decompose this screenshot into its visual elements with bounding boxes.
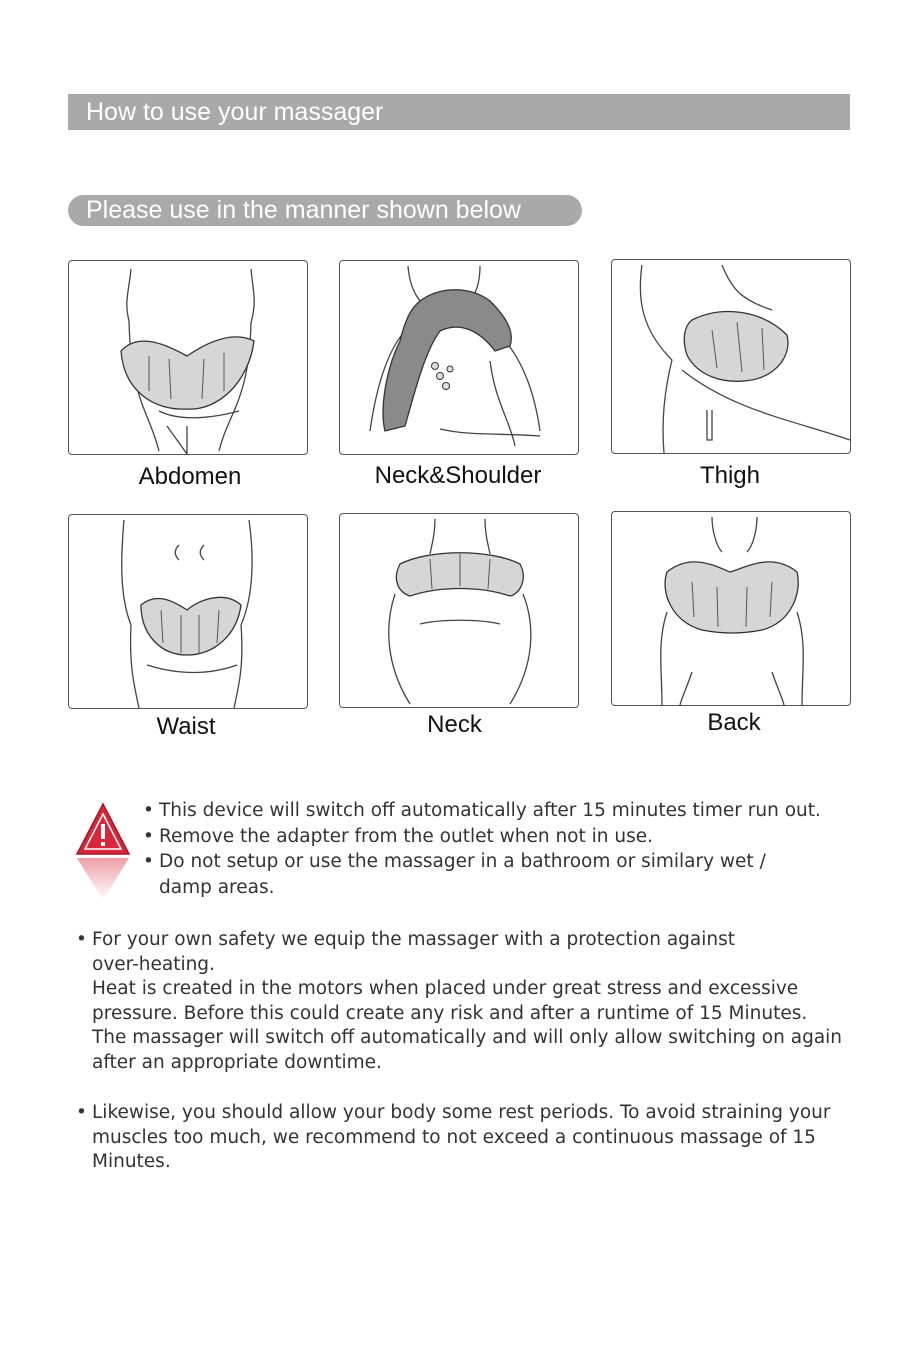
paragraph-line: after an appropriate downtime. [92,1051,382,1073]
section-header: How to use your massager [68,94,850,130]
neck-shoulder-drawing [340,261,578,454]
caption-back: Back [707,709,761,736]
paragraph-line: The massager will switch off automatically and will only allow switching on again [92,1027,843,1048]
back-drawing [612,512,850,705]
paragraph-line: • For your own safety we equip the massager with a protection against [92,929,736,950]
paragraph-line: Minutes. [92,1151,171,1172]
paragraph-line: • Likewise, you should allow your body some rest periods. To avoid straining your [92,1102,831,1123]
caption-waist: Waist [156,713,216,740]
illustration-waist [68,514,308,709]
caption-neck-shoulder: Neck&Shoulder [374,462,542,489]
thigh-drawing [612,260,850,453]
paragraph-line: over-heating. [92,953,215,975]
waist-drawing [69,515,307,708]
caption-abdomen: Abdomen [138,463,242,490]
paragraph-line: Heat is created in the motors when placed under great stress and excessive [92,978,799,999]
caption-thigh: Thigh [699,462,761,489]
warning-list [143,798,913,900]
abdomen-drawing [69,261,307,454]
overheat-protection-paragraph [76,928,856,1075]
warning-triangle-icon [74,800,132,900]
neck-drawing [340,514,578,707]
illustration-thigh [611,259,851,454]
paragraph-line: muscles too much, we recommend to not exceed a continuous massage of 15 [92,1126,816,1148]
illustration-neck-shoulder [339,260,579,455]
caption-neck: Neck [427,711,482,738]
illustration-back [611,511,851,706]
illustration-abdomen [68,260,308,455]
usage-subheader: Please use in the manner shown below [68,195,582,226]
warning-item: • Do not setup or use the massager in a bathroom or similary wet / [143,849,913,875]
warning-item: • Remove the adapter from the outlet when not in use. [143,824,913,850]
rest-periods-paragraph [76,1101,856,1175]
warning-item: • This device will switch off automatically after 15 minutes timer run out. [143,798,913,824]
illustration-neck [339,513,579,708]
paragraph-line: pressure. Before this could create any risk and after a runtime of 15 Minutes. [92,1002,808,1024]
warning-item-continuation: damp areas. [159,876,275,898]
